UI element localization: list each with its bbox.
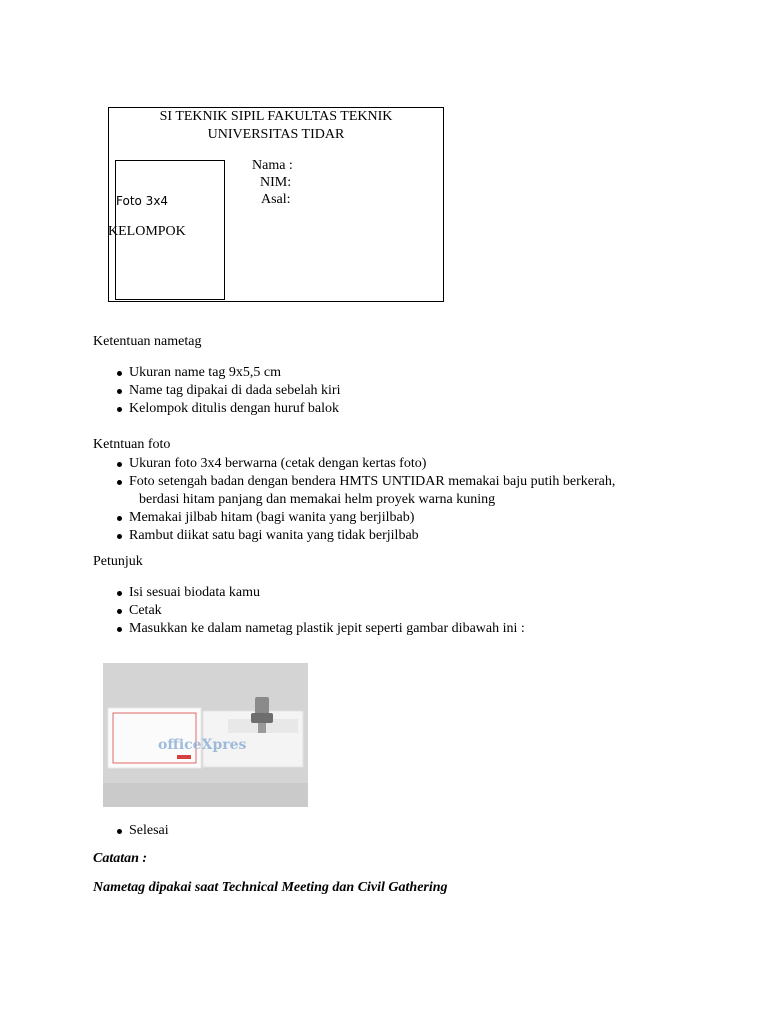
list-item: Selesai: [92, 822, 689, 840]
petunjuk-list: [0, 584, 597, 638]
section-heading-foto: Ketntuan foto: [93, 437, 171, 452]
nametag-rules-list: [0, 364, 597, 418]
nametag-title-line1: SI TEKNIK SIPIL FAKULTAS TEKNIK: [159, 109, 393, 124]
list-item: Kelompok ditulis dengan huruf balok: [92, 400, 689, 418]
nametag-title-line2: UNIVERSITAS TIDAR: [207, 127, 345, 142]
notes-text: Nametag dipakai saat Technical Meeting dan Civil Gathering: [93, 880, 448, 895]
watermark-text: officeXpres: [158, 737, 247, 753]
final-list: [0, 822, 597, 840]
list-item: Ukuran name tag 9x5,5 cm: [92, 364, 689, 382]
section-heading-nametag: Ketentuan nametag: [93, 334, 202, 349]
list-item: Name tag dipakai di dada sebelah kiri: [92, 382, 689, 400]
photo-placeholder-label: Foto 3x4: [116, 194, 169, 208]
field-nama: Nama :: [252, 158, 293, 173]
list-item: Rambut diikat satu bagi wanita yang tidak berjilbab: [92, 527, 689, 545]
list-item: Masukkan ke dalam nametag plastik jepit seperti gambar dibawah ini :: [92, 620, 689, 638]
field-asal: Asal:: [261, 192, 291, 207]
list-item: Ukuran foto 3x4 berwarna (cetak dengan kertas foto): [92, 455, 689, 473]
nametag-fields: [252, 157, 302, 208]
nametag-photo-illustration: [103, 663, 308, 807]
nametag-title: [108, 108, 444, 144]
notes-label: Catatan :: [93, 851, 148, 866]
list-item: Isi sesuai biodata kamu: [92, 584, 689, 602]
section-heading-petunjuk: Petunjuk: [93, 554, 143, 569]
list-item: Memakai jilbab hitam (bagi wanita yang berjilbab): [92, 509, 689, 527]
list-item: Cetak: [92, 602, 689, 620]
nametag-product-photo: [103, 663, 308, 807]
kelompok-label: KELOMPOK: [108, 224, 186, 239]
list-item: Foto setengah badan dengan bendera HMTS UNTIDAR memakai baju putih berkerah,: [92, 473, 689, 491]
field-nim: NIM:: [260, 175, 292, 190]
foto-rules-list: [0, 455, 616, 545]
list-item-continuation: berdasi hitam panjang dan memakai helm proyek warna kuning: [139, 492, 496, 507]
